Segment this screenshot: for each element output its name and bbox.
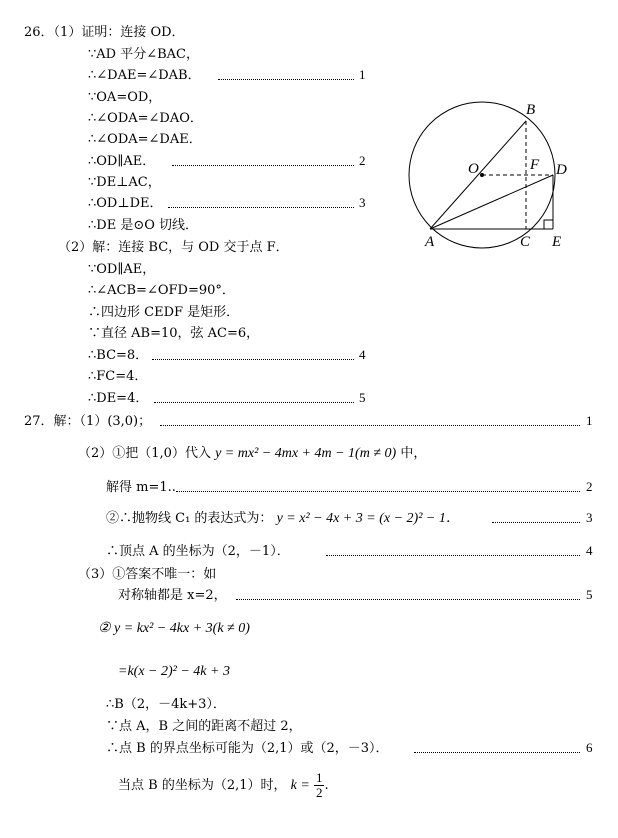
label-b: B <box>526 102 536 118</box>
score-mark: 1 <box>359 67 366 82</box>
proof-line: ∴∠DAE=∠DAB． <box>88 68 201 83</box>
score-leader <box>236 599 580 600</box>
fraction <box>314 771 325 800</box>
score-leader <box>326 555 580 556</box>
solution-line <box>106 511 460 527</box>
score-mark: 1 <box>586 413 593 428</box>
score-leader <box>154 402 354 403</box>
solution-line: ∴∠ACB=∠OFD=90°． <box>88 283 235 298</box>
parabola-k-expression: ② y = kx² − 4kx + 3(k ≠ 0) <box>98 621 250 636</box>
parabola-expression: y = mx² − 4mx + 4m − 1(m ≠ 0) <box>215 446 397 461</box>
text-part: 当点 B 的坐标为（2,1）时， <box>118 778 287 793</box>
solution-line: ∴BC=8． <box>88 348 149 363</box>
center-point <box>480 173 484 177</box>
proof-line: ∴∠ODA=∠DAO． <box>88 111 203 126</box>
score-leader <box>168 207 354 208</box>
chord-ad <box>430 175 553 229</box>
solution-line: ∵直径 AB=10，弦 AC=6， <box>88 326 260 341</box>
text-part: ②∴抛物线 C₁ 的表达式为： <box>106 511 273 526</box>
solution-line: ∴B（2，－4k+3）． <box>106 697 226 712</box>
score-mark: 5 <box>359 390 366 405</box>
proof-line: ∵OA=OD， <box>88 90 162 105</box>
score-mark: 4 <box>359 347 366 362</box>
score-mark: 2 <box>359 153 366 168</box>
score-mark: 3 <box>359 195 366 210</box>
part2-header: （2）解：连接 BC，与 OD 交于点 F． <box>58 240 289 255</box>
solution-line: ∴顶点 A 的坐标为（2，－1）． <box>106 544 290 559</box>
solution-line: ∴点 B 的界点坐标可能为（2,1）或（2，－3）． <box>106 741 389 756</box>
parabola-c1-expression: y = x² − 4x + 3 = (x − 2)² − 1． <box>276 511 460 526</box>
solution-line: ∴四边形 CEDF 是矩形． <box>88 305 240 320</box>
score-leader <box>218 79 354 80</box>
solution-line: （3）①答案不唯一：如 <box>78 567 217 582</box>
label-e: E <box>552 234 562 250</box>
solution-line: ∵点 A，B 之间的距离不超过 2， <box>106 719 302 734</box>
score-mark: 2 <box>586 479 593 494</box>
solution-line <box>98 621 250 637</box>
period: . <box>324 778 329 793</box>
score-leader <box>160 425 580 426</box>
k-symbol: k = <box>290 778 310 793</box>
score-leader <box>492 522 580 523</box>
solution-line <box>118 770 329 802</box>
solution-line: ∴FC=4． <box>88 369 148 384</box>
score-leader <box>152 359 354 360</box>
proof-line: ∵DE⊥AC， <box>88 175 161 190</box>
right-angle-mark <box>544 220 553 229</box>
score-mark: 3 <box>586 510 593 525</box>
proof-line: ∴OD⊥DE． <box>88 196 163 211</box>
solution-line: 解得 m=1.. <box>106 480 176 495</box>
proof-line: ∴OD∥AE． <box>88 154 156 169</box>
score-leader <box>176 491 580 492</box>
text-part: 中， <box>400 446 427 461</box>
problem-27-header: 27．解：（1）(3,0)； <box>24 414 152 429</box>
proof-line: ∵AD 平分∠BAC， <box>88 47 199 62</box>
circle-geometry-figure <box>400 95 600 255</box>
solution-line: ∵OD∥AE， <box>88 262 156 277</box>
proof-line: ∴∠ODA=∠DAE． <box>88 132 202 147</box>
score-leader <box>172 165 354 166</box>
solution-line <box>78 446 426 462</box>
fraction-denominator: 2 <box>315 785 323 800</box>
solution-line: ∴DE=4． <box>88 391 149 406</box>
score-mark: 5 <box>586 587 593 602</box>
score-mark: 4 <box>586 543 593 558</box>
text-part: （2）①把（1,0）代入 <box>78 446 211 461</box>
score-leader <box>414 752 580 753</box>
solution-line: 对称轴都是 x=2， <box>118 588 227 603</box>
label-c: C <box>520 234 531 250</box>
score-mark: 6 <box>586 740 593 755</box>
parabola-k-vertex-form: =k(x − 2)² − 4k + 3 <box>118 664 230 679</box>
solution-line <box>118 664 230 680</box>
label-a: A <box>425 234 435 250</box>
label-d: D <box>556 162 567 178</box>
label-f: F <box>530 157 540 173</box>
problem-26-header: 26．（1）证明：连接 OD． <box>24 25 185 40</box>
label-o: O <box>468 161 479 177</box>
fraction-numerator: 1 <box>315 770 323 785</box>
proof-line: ∴DE 是⊙O 切线． <box>88 218 198 233</box>
